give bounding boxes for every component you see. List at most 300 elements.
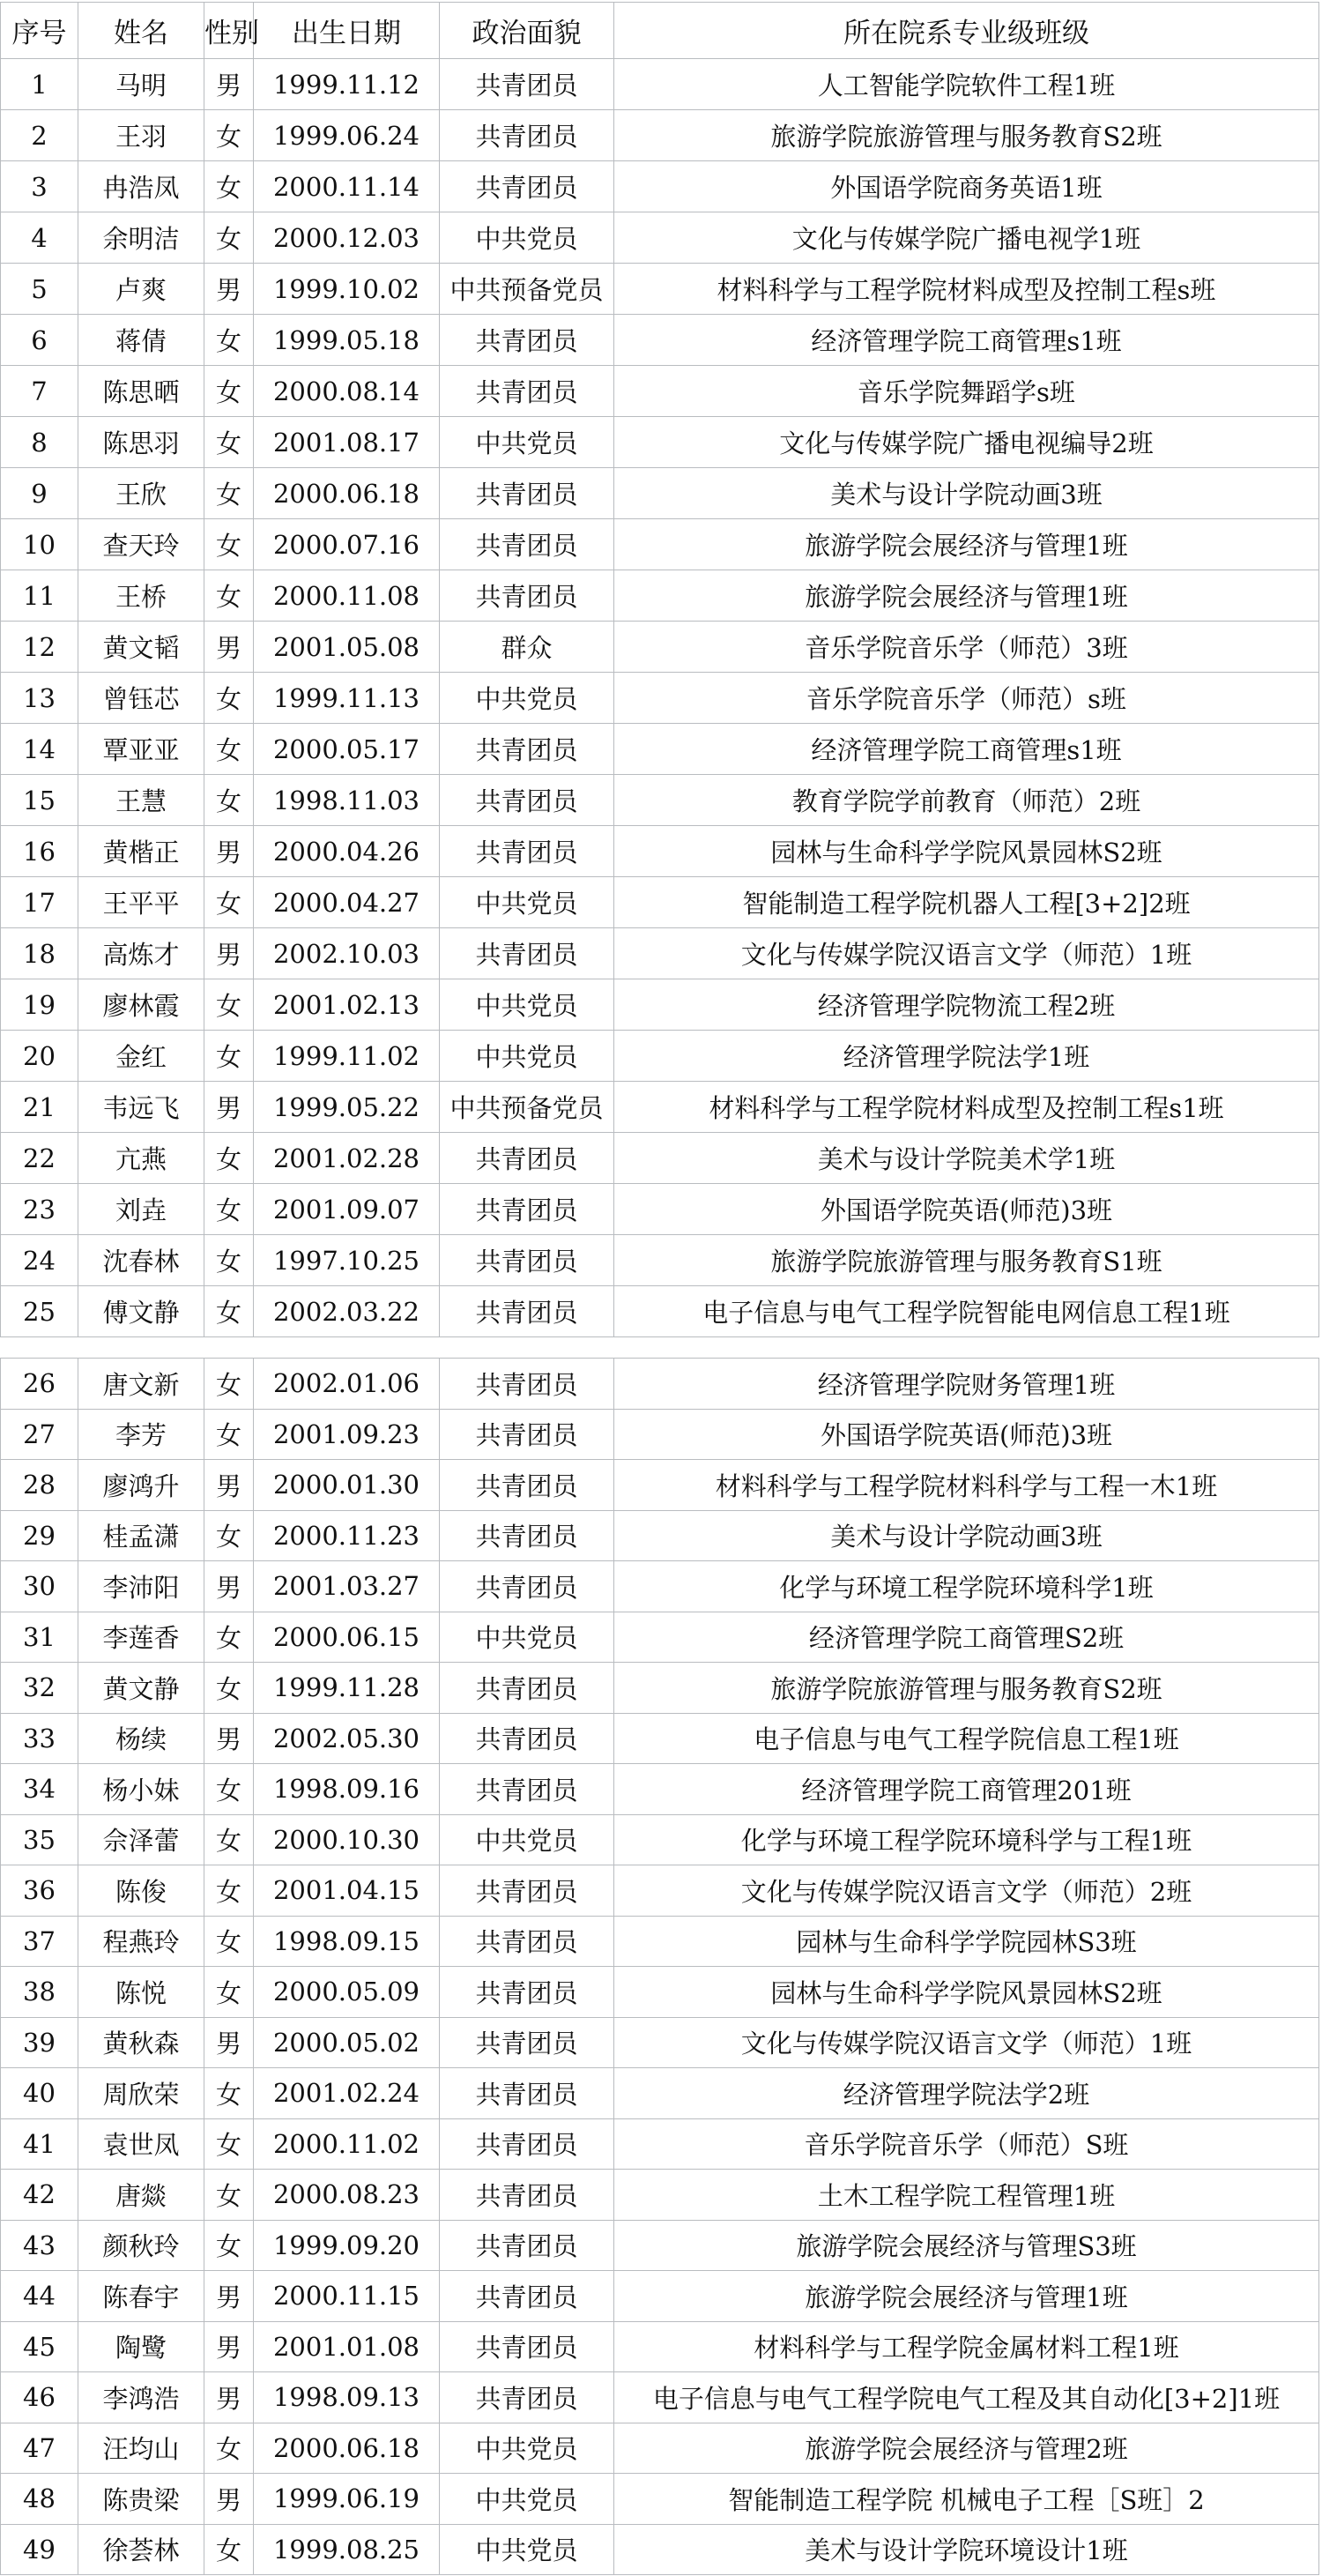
cell-dept: 化学与环境工程学院环境科学1班 — [614, 1561, 1319, 1612]
cell-birth: 2000.12.03 — [254, 212, 440, 264]
cell-birth: 1999.11.13 — [254, 673, 440, 724]
cell-birth: 2000.06.15 — [254, 1612, 440, 1663]
header-name: 姓名 — [78, 3, 204, 59]
table-row — [1, 366, 1319, 417]
cell-gender: 男 — [204, 826, 254, 877]
cell-gender: 男 — [204, 1561, 254, 1612]
table-row — [1, 2118, 1319, 2170]
cell-no: 45 — [1, 2321, 78, 2372]
cell-birth: 1998.11.03 — [254, 775, 440, 826]
table-row — [1, 775, 1319, 826]
cell-party: 共青团员 — [440, 1865, 614, 1917]
cell-dept: 经济管理学院法学2班 — [614, 2068, 1319, 2119]
cell-party: 共青团员 — [440, 1359, 614, 1410]
cell-party: 共青团员 — [440, 1286, 614, 1337]
cell-dept: 文化与传媒学院汉语言文学（师范）1班 — [614, 928, 1319, 979]
cell-name: 黄秋森 — [78, 2017, 204, 2068]
table-row — [1, 2170, 1319, 2221]
cell-birth: 2000.08.23 — [254, 2170, 440, 2221]
cell-birth: 1999.11.12 — [254, 59, 440, 110]
cell-birth: 1999.06.24 — [254, 110, 440, 161]
cell-name: 亢燕 — [78, 1133, 204, 1184]
cell-gender: 女 — [204, 1286, 254, 1337]
cell-no: 24 — [1, 1235, 78, 1286]
cell-dept: 材料科学与工程学院材料成型及控制工程s班 — [614, 264, 1319, 315]
cell-no: 34 — [1, 1764, 78, 1815]
table-row — [1, 1612, 1319, 1663]
header-gender: 性别 — [204, 3, 254, 59]
cell-gender: 女 — [204, 366, 254, 417]
cell-gender: 女 — [204, 570, 254, 622]
cell-party: 共青团员 — [440, 1510, 614, 1561]
sheet-gap — [0, 1342, 1322, 1358]
cell-name: 马明 — [78, 59, 204, 110]
cell-birth: 1999.09.20 — [254, 2220, 440, 2271]
table-row — [1, 1184, 1319, 1235]
cell-party: 中共预备党员 — [440, 1082, 614, 1133]
cell-name: 卢爽 — [78, 264, 204, 315]
cell-name: 余明洁 — [78, 212, 204, 264]
cell-dept: 电子信息与电气工程学院信息工程1班 — [614, 1713, 1319, 1764]
cell-birth: 2002.03.22 — [254, 1286, 440, 1337]
cell-dept: 美术与设计学院动画3班 — [614, 468, 1319, 519]
cell-dept: 人工智能学院软件工程1班 — [614, 59, 1319, 110]
cell-name: 冉浩凤 — [78, 161, 204, 212]
table-row — [1, 1359, 1319, 1410]
cell-party: 共青团员 — [440, 1409, 614, 1460]
cell-party: 中共党员 — [440, 673, 614, 724]
cell-name: 陈春宇 — [78, 2271, 204, 2322]
cell-dept: 外国语学院英语(师范)3班 — [614, 1409, 1319, 1460]
cell-dept: 经济管理学院工商管理s1班 — [614, 724, 1319, 775]
cell-name: 刘垚 — [78, 1184, 204, 1235]
cell-dept: 音乐学院音乐学（师范）S班 — [614, 2118, 1319, 2170]
cell-birth: 2001.05.08 — [254, 622, 440, 673]
cell-birth: 1999.06.19 — [254, 2474, 440, 2525]
cell-party: 中共党员 — [440, 1031, 614, 1082]
cell-party: 共青团员 — [440, 1133, 614, 1184]
cell-name: 王欣 — [78, 468, 204, 519]
cell-birth: 2001.03.27 — [254, 1561, 440, 1612]
table-body-bottom — [1, 1359, 1319, 2575]
cell-dept: 园林与生命科学学院风景园林S2班 — [614, 826, 1319, 877]
table-row — [1, 519, 1319, 570]
cell-gender: 女 — [204, 1612, 254, 1663]
cell-name: 蒋倩 — [78, 315, 204, 366]
cell-name: 陈思晒 — [78, 366, 204, 417]
cell-gender: 女 — [204, 2423, 254, 2474]
cell-dept: 文化与传媒学院汉语言文学（师范）2班 — [614, 1865, 1319, 1917]
cell-no: 20 — [1, 1031, 78, 1082]
table-row — [1, 1460, 1319, 1511]
cell-gender: 女 — [204, 775, 254, 826]
cell-party: 共青团员 — [440, 1460, 614, 1511]
cell-no: 46 — [1, 2372, 78, 2423]
cell-gender: 女 — [204, 1916, 254, 1967]
cell-no: 41 — [1, 2118, 78, 2170]
cell-gender: 女 — [204, 315, 254, 366]
cell-gender: 女 — [204, 1764, 254, 1815]
cell-no: 48 — [1, 2474, 78, 2525]
table-row — [1, 212, 1319, 264]
cell-party: 共青团员 — [440, 110, 614, 161]
cell-name: 佘泽蕾 — [78, 1814, 204, 1865]
cell-dept: 外国语学院商务英语1班 — [614, 161, 1319, 212]
cell-name: 金红 — [78, 1031, 204, 1082]
cell-party: 共青团员 — [440, 724, 614, 775]
cell-gender: 男 — [204, 2321, 254, 2372]
cell-name: 陶鹭 — [78, 2321, 204, 2372]
cell-gender: 女 — [204, 212, 254, 264]
table-row — [1, 1082, 1319, 1133]
cell-party: 中共党员 — [440, 979, 614, 1031]
cell-gender: 女 — [204, 1359, 254, 1410]
cell-birth: 2000.04.27 — [254, 877, 440, 928]
cell-dept: 外国语学院英语(师范)3班 — [614, 1184, 1319, 1235]
table-row — [1, 979, 1319, 1031]
table-row — [1, 315, 1319, 366]
cell-gender: 女 — [204, 1235, 254, 1286]
cell-dept: 经济管理学院法学1班 — [614, 1031, 1319, 1082]
cell-birth: 2001.09.23 — [254, 1409, 440, 1460]
cell-party: 中共党员 — [440, 212, 614, 264]
cell-no: 8 — [1, 417, 78, 468]
cell-name: 杨小妹 — [78, 1764, 204, 1815]
table-row — [1, 1713, 1319, 1764]
cell-no: 1 — [1, 59, 78, 110]
cell-party: 共青团员 — [440, 2170, 614, 2221]
cell-birth: 2002.05.30 — [254, 1713, 440, 1764]
table-row — [1, 468, 1319, 519]
cell-gender: 女 — [204, 1184, 254, 1235]
cell-no: 13 — [1, 673, 78, 724]
table-row — [1, 161, 1319, 212]
cell-birth: 1999.10.02 — [254, 264, 440, 315]
table-row — [1, 2271, 1319, 2322]
header-dept: 所在院系专业级班级 — [614, 3, 1319, 59]
cell-party: 共青团员 — [440, 366, 614, 417]
cell-dept: 旅游学院会展经济与管理S3班 — [614, 2220, 1319, 2271]
cell-party: 共青团员 — [440, 1916, 614, 1967]
table-row — [1, 724, 1319, 775]
table-row — [1, 2524, 1319, 2575]
cell-party: 共青团员 — [440, 1184, 614, 1235]
cell-name: 黄文韬 — [78, 622, 204, 673]
cell-no: 5 — [1, 264, 78, 315]
cell-dept: 美术与设计学院环境设计1班 — [614, 2524, 1319, 2575]
cell-no: 15 — [1, 775, 78, 826]
cell-no: 33 — [1, 1713, 78, 1764]
cell-dept: 材料科学与工程学院材料科学与工程一木1班 — [614, 1460, 1319, 1511]
cell-party: 共青团员 — [440, 468, 614, 519]
header-birth: 出生日期 — [254, 3, 440, 59]
cell-no: 19 — [1, 979, 78, 1031]
cell-gender: 男 — [204, 264, 254, 315]
cell-gender: 男 — [204, 59, 254, 110]
table-row — [1, 2321, 1319, 2372]
cell-dept: 经济管理学院工商管理201班 — [614, 1764, 1319, 1815]
cell-name: 王慧 — [78, 775, 204, 826]
cell-name: 李莲香 — [78, 1612, 204, 1663]
table-row — [1, 1916, 1319, 1967]
cell-no: 32 — [1, 1663, 78, 1714]
cell-name: 颜秋玲 — [78, 2220, 204, 2271]
cell-no: 22 — [1, 1133, 78, 1184]
cell-dept: 旅游学院旅游管理与服务教育S1班 — [614, 1235, 1319, 1286]
cell-gender: 女 — [204, 1133, 254, 1184]
cell-no: 7 — [1, 366, 78, 417]
cell-name: 韦远飞 — [78, 1082, 204, 1133]
table-row — [1, 1967, 1319, 2018]
cell-name: 曾钰芯 — [78, 673, 204, 724]
table-row — [1, 1235, 1319, 1286]
cell-gender: 女 — [204, 417, 254, 468]
cell-no: 10 — [1, 519, 78, 570]
cell-party: 中共党员 — [440, 1612, 614, 1663]
cell-gender: 女 — [204, 1031, 254, 1082]
cell-name: 黄楷正 — [78, 826, 204, 877]
cell-no: 26 — [1, 1359, 78, 1410]
cell-no: 21 — [1, 1082, 78, 1133]
cell-name: 陈思羽 — [78, 417, 204, 468]
cell-birth: 2000.06.18 — [254, 468, 440, 519]
cell-birth: 2000.05.09 — [254, 1967, 440, 2018]
cell-party: 共青团员 — [440, 59, 614, 110]
cell-gender: 男 — [204, 2271, 254, 2322]
cell-no: 4 — [1, 212, 78, 264]
cell-no: 3 — [1, 161, 78, 212]
cell-dept: 土木工程学院工程管理1班 — [614, 2170, 1319, 2221]
cell-birth: 2001.02.28 — [254, 1133, 440, 1184]
cell-dept: 经济管理学院物流工程2班 — [614, 979, 1319, 1031]
cell-party: 共青团员 — [440, 826, 614, 877]
cell-dept: 美术与设计学院美术学1班 — [614, 1133, 1319, 1184]
cell-birth: 2001.01.08 — [254, 2321, 440, 2372]
cell-party: 中共党员 — [440, 2423, 614, 2474]
cell-gender: 女 — [204, 2170, 254, 2221]
cell-dept: 电子信息与电气工程学院电气工程及其自动化[3+2]1班 — [614, 2372, 1319, 2423]
cell-no: 11 — [1, 570, 78, 622]
cell-no: 12 — [1, 622, 78, 673]
cell-birth: 1998.09.15 — [254, 1916, 440, 1967]
table-row — [1, 2372, 1319, 2423]
cell-party: 中共党员 — [440, 877, 614, 928]
cell-no: 47 — [1, 2423, 78, 2474]
cell-no: 42 — [1, 2170, 78, 2221]
cell-dept: 电子信息与电气工程学院智能电网信息工程1班 — [614, 1286, 1319, 1337]
cell-no: 39 — [1, 2017, 78, 2068]
cell-birth: 2000.11.02 — [254, 2118, 440, 2170]
cell-party: 中共预备党员 — [440, 264, 614, 315]
header-no: 序号 — [1, 3, 78, 59]
cell-name: 黄文静 — [78, 1663, 204, 1714]
cell-party: 共青团员 — [440, 2372, 614, 2423]
cell-party: 共青团员 — [440, 1235, 614, 1286]
table-row — [1, 1286, 1319, 1337]
cell-gender: 女 — [204, 2118, 254, 2170]
cell-birth: 2000.07.16 — [254, 519, 440, 570]
cell-gender: 女 — [204, 1510, 254, 1561]
table-row — [1, 1031, 1319, 1082]
cell-no: 6 — [1, 315, 78, 366]
cell-birth: 2000.11.15 — [254, 2271, 440, 2322]
cell-birth: 1997.10.25 — [254, 1235, 440, 1286]
cell-no: 25 — [1, 1286, 78, 1337]
table-body-top — [1, 59, 1319, 1337]
cell-gender: 女 — [204, 724, 254, 775]
cell-no: 18 — [1, 928, 78, 979]
cell-gender: 男 — [204, 1713, 254, 1764]
cell-party: 共青团员 — [440, 1663, 614, 1714]
table-row — [1, 264, 1319, 315]
cell-gender: 女 — [204, 110, 254, 161]
table-row — [1, 417, 1319, 468]
table-row — [1, 110, 1319, 161]
cell-name: 陈俊 — [78, 1865, 204, 1917]
cell-gender: 男 — [204, 1460, 254, 1511]
cell-birth: 2001.02.24 — [254, 2068, 440, 2119]
cell-gender: 男 — [204, 622, 254, 673]
cell-gender: 女 — [204, 1409, 254, 1460]
cell-birth: 2000.08.14 — [254, 366, 440, 417]
cell-birth: 1999.08.25 — [254, 2524, 440, 2575]
cell-party: 共青团员 — [440, 519, 614, 570]
cell-gender: 女 — [204, 1967, 254, 2018]
cell-no: 17 — [1, 877, 78, 928]
cell-birth: 2001.08.17 — [254, 417, 440, 468]
cell-no: 49 — [1, 2524, 78, 2575]
cell-birth: 1998.09.16 — [254, 1764, 440, 1815]
cell-no: 2 — [1, 110, 78, 161]
cell-name: 覃亚亚 — [78, 724, 204, 775]
cell-name: 汪均山 — [78, 2423, 204, 2474]
cell-no: 9 — [1, 468, 78, 519]
cell-party: 共青团员 — [440, 315, 614, 366]
table-row — [1, 1510, 1319, 1561]
cell-name: 杨续 — [78, 1713, 204, 1764]
cell-name: 李沛阳 — [78, 1561, 204, 1612]
cell-dept: 音乐学院舞蹈学s班 — [614, 366, 1319, 417]
cell-party: 共青团员 — [440, 2118, 614, 2170]
table-row — [1, 673, 1319, 724]
cell-gender: 男 — [204, 1082, 254, 1133]
cell-name: 徐荟林 — [78, 2524, 204, 2575]
cell-no: 44 — [1, 2271, 78, 2322]
student-table-bottom — [0, 1358, 1319, 2575]
cell-birth: 1998.09.13 — [254, 2372, 440, 2423]
cell-birth: 2001.04.15 — [254, 1865, 440, 1917]
table-row — [1, 59, 1319, 110]
cell-name: 廖鸿升 — [78, 1460, 204, 1511]
cell-name: 王桥 — [78, 570, 204, 622]
cell-gender: 女 — [204, 1663, 254, 1714]
table-row — [1, 877, 1319, 928]
cell-dept: 教育学院学前教育（师范）2班 — [614, 775, 1319, 826]
cell-no: 16 — [1, 826, 78, 877]
cell-party: 共青团员 — [440, 1561, 614, 1612]
cell-party: 共青团员 — [440, 1713, 614, 1764]
cell-gender: 女 — [204, 519, 254, 570]
cell-party: 共青团员 — [440, 775, 614, 826]
cell-party: 共青团员 — [440, 1764, 614, 1815]
table-row — [1, 1764, 1319, 1815]
cell-dept: 经济管理学院财务管理1班 — [614, 1359, 1319, 1410]
cell-no: 31 — [1, 1612, 78, 1663]
cell-name: 陈悦 — [78, 1967, 204, 2018]
table-row — [1, 1409, 1319, 1460]
cell-birth: 2000.06.18 — [254, 2423, 440, 2474]
header-party: 政治面貌 — [440, 3, 614, 59]
cell-no: 28 — [1, 1460, 78, 1511]
cell-birth: 2000.05.02 — [254, 2017, 440, 2068]
cell-birth: 2002.01.06 — [254, 1359, 440, 1410]
cell-gender: 女 — [204, 979, 254, 1031]
cell-birth: 1999.05.22 — [254, 1082, 440, 1133]
table-row — [1, 1561, 1319, 1612]
cell-dept: 美术与设计学院动画3班 — [614, 1510, 1319, 1561]
table-row — [1, 1814, 1319, 1865]
cell-birth: 2000.05.17 — [254, 724, 440, 775]
cell-dept: 旅游学院旅游管理与服务教育S2班 — [614, 1663, 1319, 1714]
cell-dept: 文化与传媒学院广播电视编导2班 — [614, 417, 1319, 468]
student-table-top — [0, 2, 1319, 1337]
cell-no: 43 — [1, 2220, 78, 2271]
cell-birth: 2000.04.26 — [254, 826, 440, 877]
cell-dept: 音乐学院音乐学（师范）3班 — [614, 622, 1319, 673]
cell-name: 王平平 — [78, 877, 204, 928]
cell-party: 中共党员 — [440, 2524, 614, 2575]
cell-dept: 旅游学院会展经济与管理1班 — [614, 519, 1319, 570]
cell-name: 沈春林 — [78, 1235, 204, 1286]
cell-gender: 男 — [204, 928, 254, 979]
cell-no: 29 — [1, 1510, 78, 1561]
cell-name: 高炼才 — [78, 928, 204, 979]
cell-dept: 智能制造工程学院 机械电子工程［S班］2 — [614, 2474, 1319, 2525]
cell-birth: 2001.09.07 — [254, 1184, 440, 1235]
cell-name: 廖林霞 — [78, 979, 204, 1031]
cell-dept: 文化与传媒学院广播电视学1班 — [614, 212, 1319, 264]
cell-gender: 女 — [204, 1814, 254, 1865]
cell-name: 王羽 — [78, 110, 204, 161]
cell-dept: 材料科学与工程学院材料成型及控制工程s1班 — [614, 1082, 1319, 1133]
cell-party: 中共党员 — [440, 2474, 614, 2525]
cell-party: 共青团员 — [440, 2017, 614, 2068]
cell-name: 陈贵梁 — [78, 2474, 204, 2525]
table-row — [1, 1133, 1319, 1184]
cell-gender: 男 — [204, 2474, 254, 2525]
cell-party: 共青团员 — [440, 1967, 614, 2018]
cell-gender: 女 — [204, 1865, 254, 1917]
cell-birth: 2000.11.14 — [254, 161, 440, 212]
cell-dept: 材料科学与工程学院金属材料工程1班 — [614, 2321, 1319, 2372]
cell-birth: 2001.02.13 — [254, 979, 440, 1031]
cell-no: 37 — [1, 1916, 78, 1967]
cell-birth: 1999.11.28 — [254, 1663, 440, 1714]
cell-name: 袁世凤 — [78, 2118, 204, 2170]
cell-gender: 女 — [204, 2524, 254, 2575]
table-row — [1, 570, 1319, 622]
cell-birth: 1999.05.18 — [254, 315, 440, 366]
table-row — [1, 2474, 1319, 2525]
cell-gender: 女 — [204, 2220, 254, 2271]
cell-name: 周欣荣 — [78, 2068, 204, 2119]
cell-gender: 女 — [204, 2068, 254, 2119]
cell-gender: 女 — [204, 161, 254, 212]
cell-name: 程燕玲 — [78, 1916, 204, 1967]
table-row — [1, 622, 1319, 673]
cell-name: 唐文新 — [78, 1359, 204, 1410]
cell-name: 李芳 — [78, 1409, 204, 1460]
